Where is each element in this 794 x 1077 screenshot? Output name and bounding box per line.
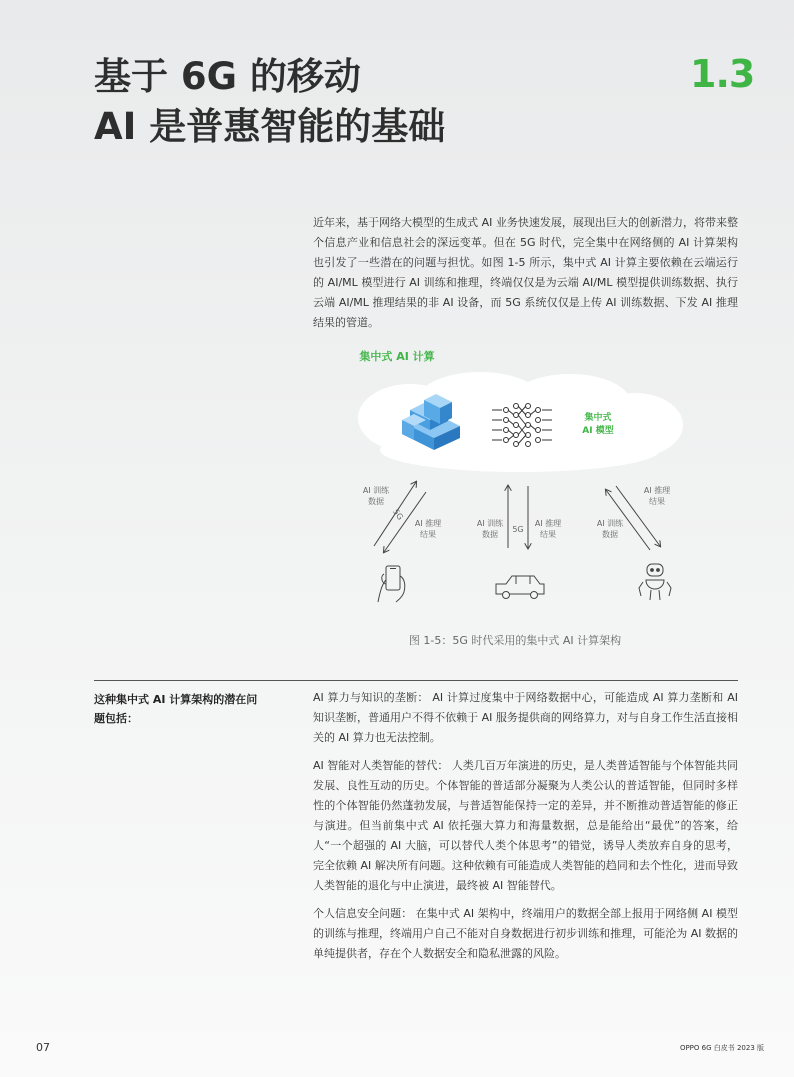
left-down-label-1: AI 推理 — [414, 519, 442, 528]
left-down-label-2: 结果 — [420, 530, 436, 539]
left-up-label-1: AI 训练 — [362, 486, 390, 495]
centralized-ai-diagram — [340, 370, 700, 610]
paragraph-intelligence-replacement: AI 智能对人类智能的替代： 人类几百万年演进的历史，是人类普适智能与个体智能共同发展、良性互动的历史。个体智能的普适部分凝聚为人类公认的普适智能，但同时多样性的个体智能仍然蓬勃发展，与普适智能保持一定的差异，并不断推动普适智能的修正与演进。但当前集中式 AI 依托强大算力和海量数据，总是能给出“最优”的答案，给人“一个超强的 AI 大脑，可以替代人类个体思考”的错觉，诱导人类放弃自身的思考，完全依赖 AI 解决所有问题。这种依赖有可能造成人类智能的趋同和去个性化，进而导致人类智能的退化与中止演进，最终被 AI 智能替代。 — [313, 759, 738, 892]
center-down-label-1: AI 推理 — [534, 519, 562, 528]
section-number: 1.3 — [690, 52, 755, 96]
data-flow-arrows — [374, 482, 660, 552]
left-up-label-2: 数据 — [368, 497, 384, 506]
footer-document-name: OPPO 6G 白皮书 2023 版 — [679, 1044, 764, 1052]
left-5g-label: 5G — [391, 507, 405, 522]
intro-paragraph: 近年来，基于网络大模型的生成式 AI 业务快速发展，展现出巨大的创新潜力，将带来整个信息产业和信息社会的深远变革。但在 5G 时代，完全集中在网络侧的 AI 计算架构也引发了一些潜在的问题与担忧。如图 1-5 所示，集中式 AI 计算主要依赖在云端运行的 AI/ML 模型进行 AI 训练和推理，终端仅仅是为云端 AI/ML 模型提供训练数据、执行云端 AI/ML 推理结果的非 AI 设备，而 5G 系统仅仅是上传 AI 训练数据、下发 AI 推理结果的管道。 — [313, 216, 738, 329]
section-divider — [94, 680, 738, 681]
center-down-label-2: 结果 — [540, 530, 556, 539]
title-line-1: 基于 6G 的移动 — [94, 55, 361, 98]
right-up-label-1: AI 训练 — [596, 519, 624, 528]
right-up-label-2: 数据 — [602, 530, 618, 539]
smartphone-icon — [378, 566, 405, 602]
figure-title: 集中式 AI 计算 — [359, 350, 435, 363]
page-title — [94, 52, 445, 152]
car-icon — [496, 576, 544, 599]
paragraph-ai-monopoly: AI 算力与知识的垄断： AI 计算过度集中于网络数据中心，可能造成 AI 算力垄断和 AI 知识垄断，普通用户不得不依赖于 AI 服务提供商的网络算力，对与自身工作生活直接相关的 AI 算力也无法控制。 — [313, 691, 738, 744]
side-label: 这种集中式 AI 计算架构的潜在问题包括： — [94, 693, 258, 725]
center-up-label-1: AI 训练 — [476, 519, 504, 528]
body-column — [313, 688, 738, 972]
right-down-label-2: 结果 — [649, 497, 665, 506]
cloud-label-1: 集中式 — [584, 413, 612, 423]
paragraph-privacy: 个人信息安全问题： 在集中式 AI 架构中，终端用户的数据全部上报用于网络侧 AI 模型的训练与推理，终端用户自己不能对自身数据进行初步训练和推理，可能沦为 AI 数据的单纯提供者，存在个人数据安全和隐私泄露的风险。 — [313, 907, 738, 960]
page-number: 07 — [36, 1041, 50, 1054]
cloud-label-2: AI 模型 — [582, 426, 614, 436]
center-up-label-2: 数据 — [482, 530, 498, 539]
center-5g-label: 5G — [512, 525, 524, 534]
figure-caption: 图 1-5：5G 时代采用的集中式 AI 计算架构 — [408, 634, 622, 647]
robot-icon — [639, 564, 671, 600]
title-line-2: AI 是普惠智能的基础 — [94, 105, 446, 148]
right-down-label-1: AI 推理 — [643, 486, 671, 495]
